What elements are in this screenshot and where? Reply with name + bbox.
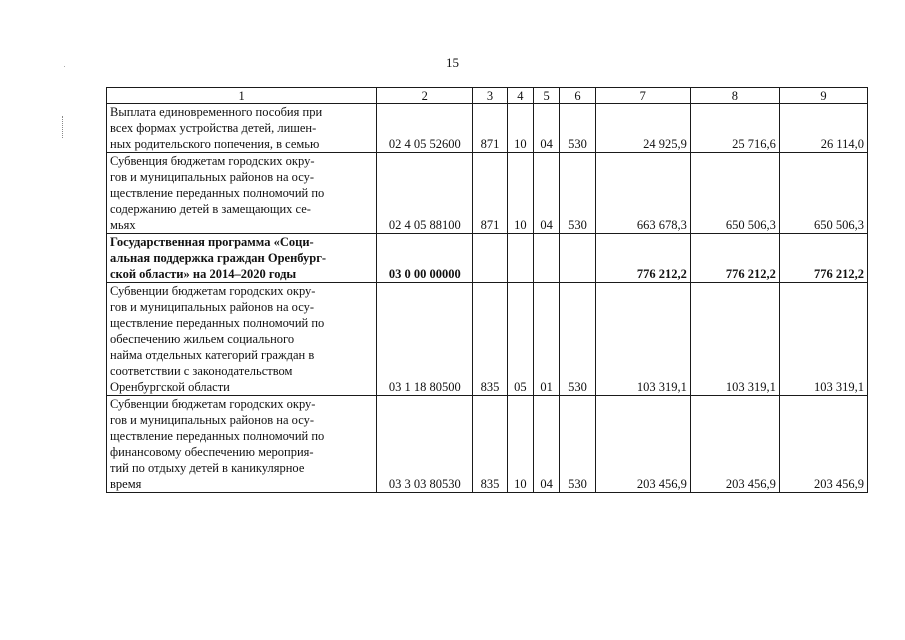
cell-v8: 25 716,6	[690, 104, 779, 153]
row-name-line: всех формах устройства детей, лишен-	[110, 121, 317, 135]
scan-margin-mark	[62, 116, 65, 138]
cell-c5: 04	[534, 153, 560, 234]
table-body	[107, 104, 868, 493]
cell-c4: 10	[507, 153, 533, 234]
column-header: 8	[690, 88, 779, 104]
row-name-line: финансовому обеспечению мероприя-	[110, 445, 314, 459]
cell-v8: 650 506,3	[690, 153, 779, 234]
cell-c6: 530	[560, 104, 595, 153]
column-header: 2	[377, 88, 473, 104]
cell-c3	[473, 234, 507, 283]
row-name-line: найма отдельных категорий граждан в	[110, 348, 315, 362]
row-name-line: Субвенции бюджетам городских окру-	[110, 397, 316, 411]
cell-v9: 776 212,2	[779, 234, 867, 283]
cell-c5: 01	[534, 283, 560, 396]
cell-v7: 776 212,2	[595, 234, 690, 283]
row-name	[107, 153, 377, 234]
cell-c6: 530	[560, 396, 595, 493]
row-name-line: Оренбургской области	[110, 380, 230, 394]
cell-c5: 04	[534, 396, 560, 493]
cell-c4: 10	[507, 396, 533, 493]
row-name-line: гов и муниципальных районов на осу-	[110, 413, 314, 427]
cell-v8: 203 456,9	[690, 396, 779, 493]
cell-code: 02 4 05 88100	[377, 153, 473, 234]
row-name	[107, 234, 377, 283]
table-row	[107, 153, 868, 234]
cell-v9: 26 114,0	[779, 104, 867, 153]
row-name-line: ской области» на 2014–2020 годы	[110, 267, 297, 281]
cell-code: 03 1 18 80500	[377, 283, 473, 396]
column-header: 1	[107, 88, 377, 104]
cell-v7: 203 456,9	[595, 396, 690, 493]
row-name-line: ществление переданных полномочий по	[110, 186, 325, 200]
cell-v9: 650 506,3	[779, 153, 867, 234]
scan-speck	[64, 66, 65, 67]
table-row	[107, 396, 868, 493]
cell-v8: 103 319,1	[690, 283, 779, 396]
row-name-line: ных родительского попечения, в семью	[110, 137, 320, 151]
column-header: 3	[473, 88, 507, 104]
cell-code: 02 4 05 52600	[377, 104, 473, 153]
row-name-line: гов и муниципальных районов на осу-	[110, 300, 314, 314]
cell-c4: 10	[507, 104, 533, 153]
row-name-line: Выплата единовременного пособия при	[110, 105, 323, 119]
row-name-line: Государственная программа «Соци-	[110, 235, 314, 249]
row-name-line: мьях	[110, 218, 136, 232]
table-row	[107, 234, 868, 283]
row-name-line: Субвенции бюджетам городских окру-	[110, 284, 316, 298]
row-name-line: гов и муниципальных районов на осу-	[110, 170, 314, 184]
column-header: 5	[534, 88, 560, 104]
page-number: 15	[446, 55, 459, 70]
cell-c6: 530	[560, 153, 595, 234]
row-name	[107, 396, 377, 493]
cell-v8: 776 212,2	[690, 234, 779, 283]
cell-code: 03 0 00 00000	[377, 234, 473, 283]
row-name-line: время	[110, 477, 142, 491]
cell-c4: 05	[507, 283, 533, 396]
row-name-line: соответствии с законодательством	[110, 364, 293, 378]
cell-c3: 871	[473, 104, 507, 153]
cell-c3: 871	[473, 153, 507, 234]
cell-c5: 04	[534, 104, 560, 153]
row-name	[107, 104, 377, 153]
row-name	[107, 283, 377, 396]
column-header: 6	[560, 88, 595, 104]
cell-v7: 103 319,1	[595, 283, 690, 396]
cell-v7: 663 678,3	[595, 153, 690, 234]
row-name-line: альная поддержка граждан Оренбург-	[110, 251, 327, 265]
cell-c5	[534, 234, 560, 283]
cell-c4	[507, 234, 533, 283]
budget-table	[106, 87, 868, 493]
row-name-line: содержанию детей в замещающих се-	[110, 202, 311, 216]
cell-c6	[560, 234, 595, 283]
cell-code: 03 3 03 80530	[377, 396, 473, 493]
table-row	[107, 283, 868, 396]
column-header: 4	[507, 88, 533, 104]
cell-c6: 530	[560, 283, 595, 396]
column-header: 7	[595, 88, 690, 104]
cell-v9: 103 319,1	[779, 283, 867, 396]
column-header: 9	[779, 88, 867, 104]
row-name-line: обеспечению жильем социального	[110, 332, 295, 346]
cell-c3: 835	[473, 396, 507, 493]
cell-v7: 24 925,9	[595, 104, 690, 153]
cell-v9: 203 456,9	[779, 396, 867, 493]
table-row	[107, 104, 868, 153]
row-name-line: Субвенция бюджетам городских окру-	[110, 154, 315, 168]
cell-c3: 835	[473, 283, 507, 396]
row-name-line: тий по отдыху детей в каникулярное	[110, 461, 305, 475]
row-name-line: ществление переданных полномочий по	[110, 429, 325, 443]
header-row	[107, 88, 868, 104]
row-name-line: ществление переданных полномочий по	[110, 316, 325, 330]
